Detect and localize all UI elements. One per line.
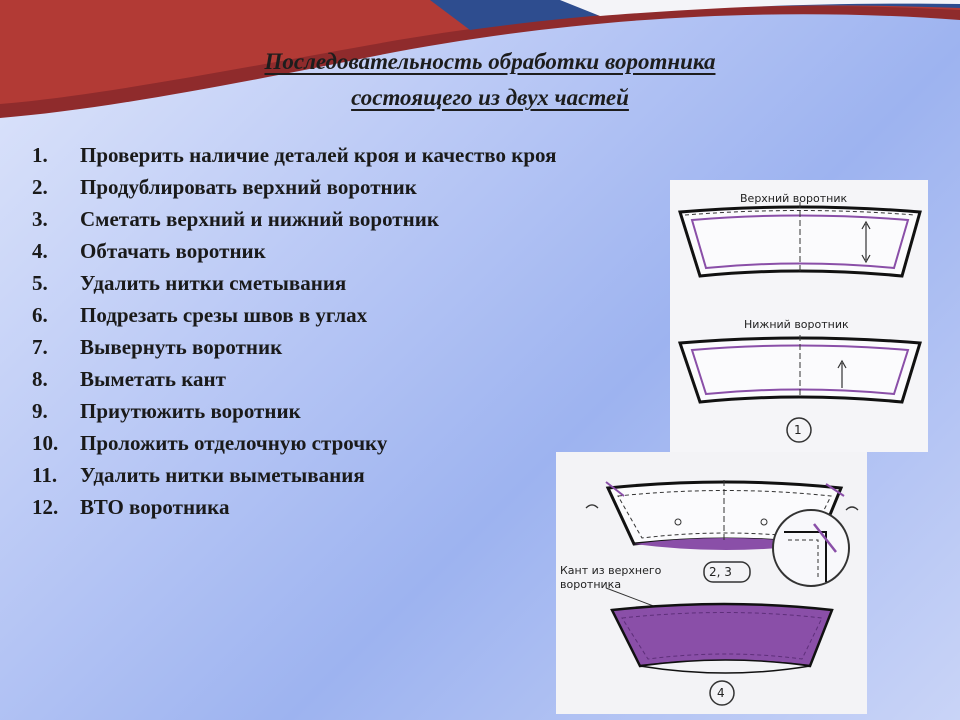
list-item: [32, 268, 556, 300]
step-number: 7.: [32, 335, 48, 359]
step-number: 4.: [32, 239, 48, 263]
collar-parts-drawing: [670, 180, 928, 452]
list-item: [32, 396, 556, 428]
step-text: Удалить нитки сметывания: [80, 271, 347, 295]
step-text: Выметать кант: [80, 367, 226, 391]
page-title: [0, 44, 960, 116]
step-text: Продублировать верхний воротник: [80, 175, 417, 199]
step-number: 6.: [32, 303, 48, 327]
step-text: ВТО воротника: [80, 495, 230, 519]
kant-label: [560, 564, 661, 592]
list-item: [32, 364, 556, 396]
list-item: [32, 428, 556, 460]
step-text: Обтачать воротник: [80, 239, 266, 263]
step-number: 1.: [32, 143, 48, 167]
list-item: [32, 204, 556, 236]
list-item: [32, 492, 556, 524]
lower-collar-label: Нижний воротник: [744, 318, 849, 331]
figure-number-2-3: 2, 3: [709, 565, 732, 579]
step-text: Вывернуть воротник: [80, 335, 283, 359]
list-item: [32, 236, 556, 268]
step-number: 12.: [32, 495, 59, 519]
figure-number-4: 4: [717, 686, 725, 700]
steps-list: [32, 140, 556, 524]
step-text: Сметать верхний и нижний воротник: [80, 207, 439, 231]
step-text: Проверить наличие деталей кроя и качество кроя: [80, 143, 557, 167]
list-item: [32, 140, 556, 172]
list-item: [32, 300, 556, 332]
step-number: 8.: [32, 367, 48, 391]
step-number: 9.: [32, 399, 48, 423]
collar-parts-figure: [670, 180, 928, 452]
list-item: [32, 332, 556, 364]
step-text: Подрезать срезы швов в углах: [80, 303, 368, 327]
step-text: Приутюжить воротник: [80, 399, 301, 423]
figure-number-1: 1: [794, 423, 802, 437]
step-text: Удалить нитки выметывания: [80, 463, 365, 487]
kant-label-line-2: воротника: [560, 578, 622, 591]
list-item: [32, 460, 556, 492]
kant-label-line-1: Кант из верхнего: [560, 564, 662, 577]
step-number: 5.: [32, 271, 48, 295]
step-text: Проложить отделочную строчку: [80, 431, 388, 455]
step-number: 10.: [32, 431, 59, 455]
step-number: 3.: [32, 207, 48, 231]
step-number: 11.: [32, 463, 58, 487]
title-line-1: Последовательность обработки воротника: [264, 49, 716, 74]
title-line-2: состоящего из двух частей: [351, 85, 629, 110]
collar-assembly-figure: [556, 452, 867, 714]
step-number: 2.: [32, 175, 48, 199]
list-item: [32, 172, 556, 204]
upper-collar-label: Верхний воротник: [740, 192, 848, 205]
